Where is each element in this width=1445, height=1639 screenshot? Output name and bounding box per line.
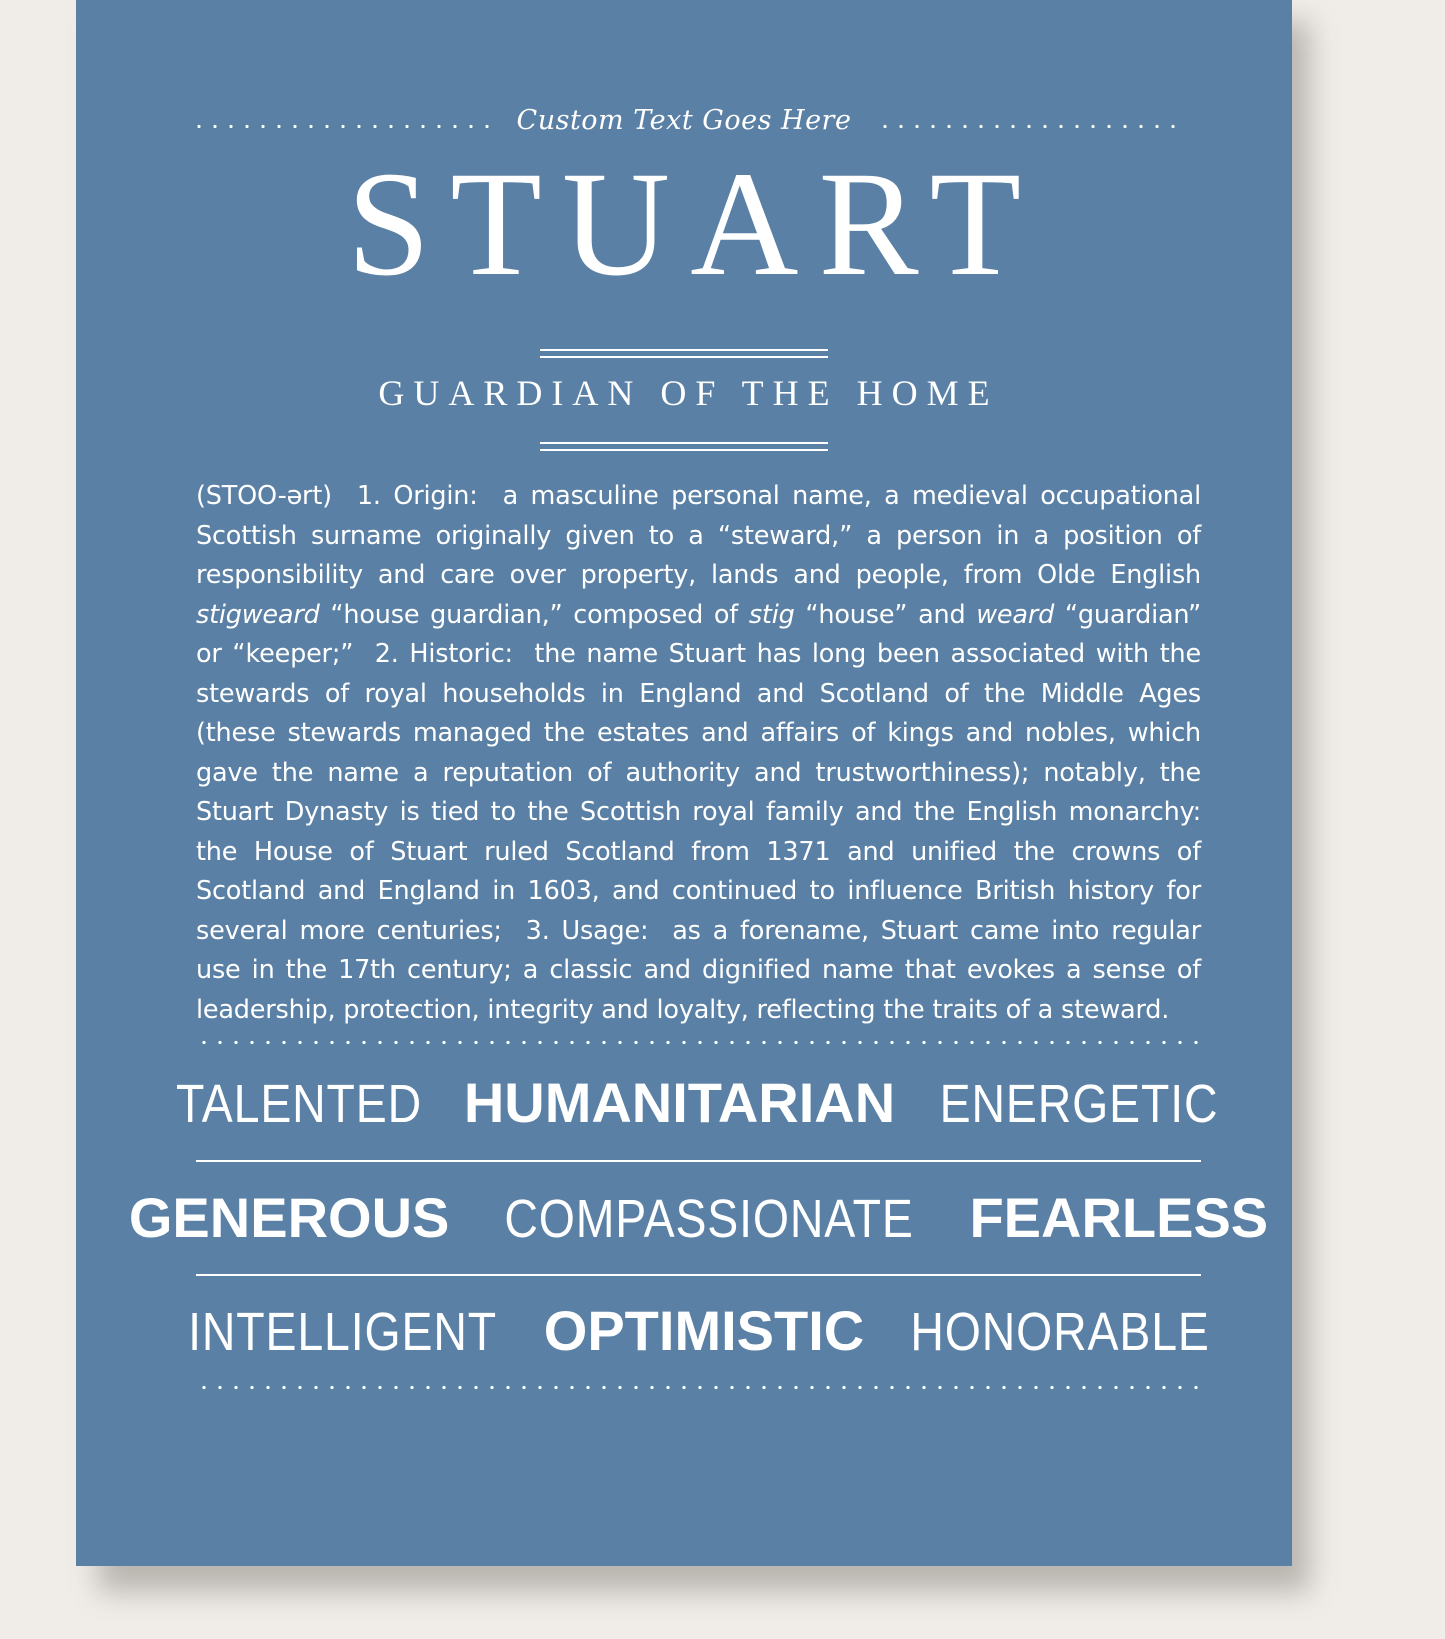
trait: TALENTED (175, 1074, 422, 1134)
poster-meaning: GUARDIAN OF THE HOME (378, 373, 999, 413)
trait-row-1 (175, 1070, 1219, 1135)
rule-traits-1 (196, 1160, 1201, 1162)
double-rule (540, 349, 828, 358)
trait-row-2 (128, 1185, 1269, 1250)
custom-text[interactable]: Custom Text Goes Here (516, 104, 852, 136)
trait-row-3 (187, 1298, 1210, 1363)
trait: OPTIMISTIC (543, 1299, 865, 1362)
trait: HUMANITARIAN (463, 1071, 896, 1134)
trait: GENEROUS (128, 1186, 450, 1249)
dotted-rule-left (191, 124, 491, 129)
trait: HONORABLE (910, 1302, 1210, 1362)
trait: COMPASSIONATE (504, 1189, 915, 1249)
divider-below-meaning (76, 438, 1292, 456)
double-rule (540, 442, 828, 451)
divider-above-meaning (76, 345, 1292, 363)
dotted-rule-traits-top (196, 1040, 1201, 1045)
trait: INTELLIGENT (187, 1302, 497, 1362)
trait: FEARLESS (969, 1186, 1269, 1249)
name-art-poster (76, 0, 1292, 1566)
dotted-rule-right (877, 124, 1177, 129)
poster-name: STUART (346, 141, 1042, 307)
rule-traits-2 (196, 1274, 1201, 1276)
trait: ENERGETIC (939, 1074, 1219, 1134)
dotted-rule-traits-bottom (196, 1385, 1201, 1390)
poster-definition: (STOO-ərt) 1. Origin: a masculine personal name, a medieval occupational Scottish surname originally given to a “steward,” a person in a position of responsibility and care over property, lands and people, from Olde English stigweard “house guardian,” composed of stig “house” and weard “guardian” or “keeper;” 2. Historic: the name Stuart has long been associated with the stewards of royal households in England and Scotland of the Middle Ages (these stewards managed the estates and affairs of kings and nobles, which gave the name a reputation of authority and trustworthiness); notably, the Stuart Dynasty is tied to the Scottish royal family and the English monarchy: the House of Stuart ruled Scotland from 1371 and unified the crowns of Scotland and England in 1603, and continued to influence British history for several more centuries; 3. Usage: as a forename, Stuart came into regular use in the 17th century; a classic and dignified name that evokes a sense of leadership, protection, integrity and loyalty, reflecting the traits of a steward. (196, 481, 1202, 1025)
